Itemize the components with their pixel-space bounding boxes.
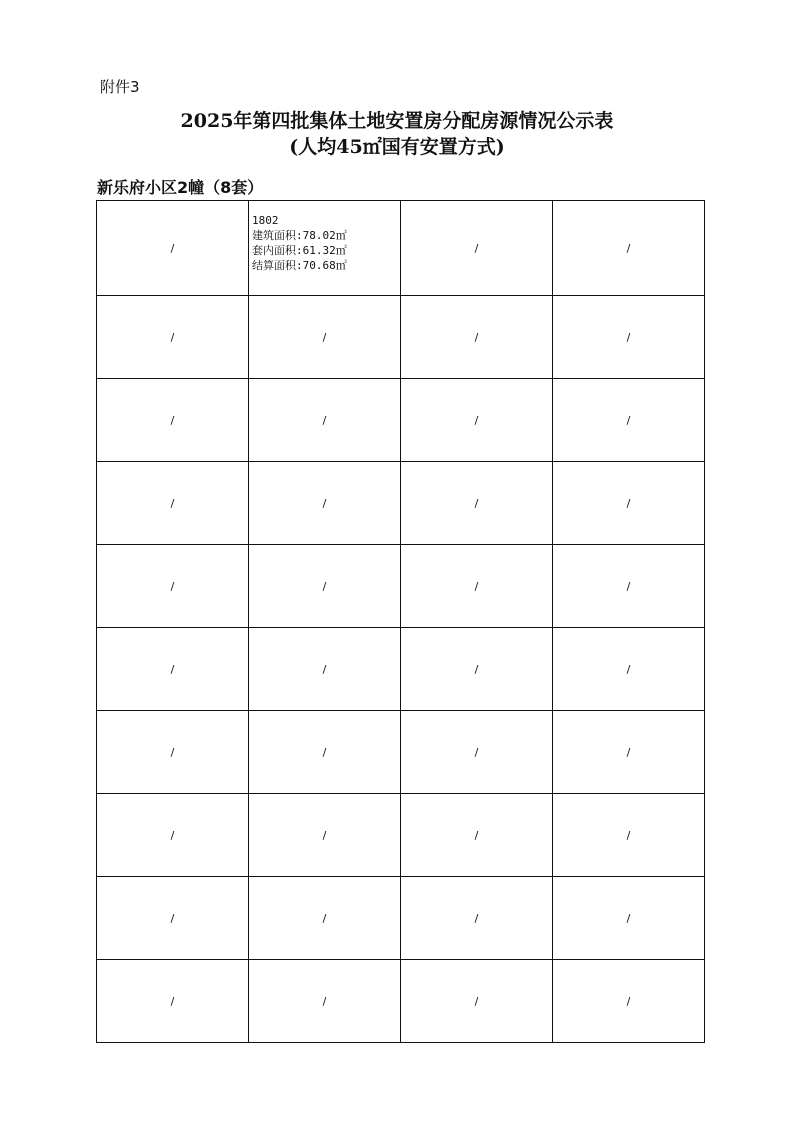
cell-placeholder: /: [474, 241, 479, 255]
cell-placeholder: /: [474, 828, 479, 842]
empty-cell: [97, 794, 249, 877]
empty-cell: [249, 379, 401, 462]
empty-cell: [553, 794, 705, 877]
table-row: [97, 201, 705, 296]
empty-cell: [97, 462, 249, 545]
cell-placeholder: /: [322, 911, 327, 925]
empty-cell: [553, 296, 705, 379]
cell-placeholder: /: [170, 828, 175, 842]
empty-cell: [401, 462, 553, 545]
cell-placeholder: /: [170, 911, 175, 925]
empty-cell: [401, 379, 553, 462]
building-section-title: 新乐府小区2幢（8套）: [97, 178, 264, 197]
empty-cell: [97, 877, 249, 960]
table-row: [97, 877, 705, 960]
cell-placeholder: /: [322, 662, 327, 676]
empty-cell: [97, 960, 249, 1043]
cell-placeholder: /: [474, 994, 479, 1008]
empty-cell: [249, 877, 401, 960]
page-title: 2025年第四批集体土地安置房分配房源情况公示表: [180, 110, 614, 132]
empty-cell: [553, 711, 705, 794]
empty-cell: [553, 201, 705, 296]
cell-placeholder: /: [626, 413, 631, 427]
empty-cell: [553, 628, 705, 711]
cell-placeholder: /: [170, 241, 175, 255]
table-row: [97, 711, 705, 794]
cell-placeholder: /: [626, 911, 631, 925]
empty-cell: [249, 960, 401, 1043]
cell-placeholder: /: [474, 745, 479, 759]
empty-cell: [401, 628, 553, 711]
empty-cell: [249, 711, 401, 794]
table-body: [97, 201, 705, 1043]
cell-placeholder: /: [474, 496, 479, 510]
unit-cell: [249, 201, 401, 296]
empty-cell: [97, 628, 249, 711]
cell-placeholder: /: [626, 330, 631, 344]
table-row: [97, 794, 705, 877]
cell-placeholder: /: [322, 413, 327, 427]
empty-cell: [401, 201, 553, 296]
cell-placeholder: /: [626, 579, 631, 593]
cell-placeholder: /: [322, 579, 327, 593]
table-row: [97, 628, 705, 711]
empty-cell: [401, 960, 553, 1043]
empty-cell: [401, 296, 553, 379]
table-row: [97, 379, 705, 462]
cell-placeholder: /: [170, 994, 175, 1008]
cell-placeholder: /: [322, 330, 327, 344]
cell-placeholder: /: [626, 745, 631, 759]
unit-area-line: 结算面积:70.68㎡: [252, 259, 347, 272]
empty-cell: [97, 711, 249, 794]
cell-placeholder: /: [626, 241, 631, 255]
empty-cell: [401, 711, 553, 794]
cell-placeholder: /: [626, 994, 631, 1008]
cell-placeholder: /: [474, 413, 479, 427]
cell-placeholder: /: [170, 496, 175, 510]
empty-cell: [249, 628, 401, 711]
empty-cell: [249, 462, 401, 545]
unit-number: 1802: [252, 214, 279, 227]
table-row: [97, 545, 705, 628]
housing-allocation-table: [96, 200, 705, 1043]
empty-cell: [553, 379, 705, 462]
empty-cell: [97, 379, 249, 462]
empty-cell: [97, 545, 249, 628]
cell-placeholder: /: [626, 828, 631, 842]
unit-area-line: 套内面积:61.32㎡: [252, 244, 347, 257]
empty-cell: [401, 877, 553, 960]
empty-cell: [97, 296, 249, 379]
cell-placeholder: /: [170, 579, 175, 593]
cell-placeholder: /: [474, 662, 479, 676]
empty-cell: [249, 545, 401, 628]
empty-cell: [553, 545, 705, 628]
empty-cell: [553, 462, 705, 545]
cell-placeholder: /: [626, 496, 631, 510]
empty-cell: [553, 877, 705, 960]
table-row: [97, 960, 705, 1043]
cell-placeholder: /: [170, 745, 175, 759]
empty-cell: [401, 545, 553, 628]
page-subtitle: (人均45㎡国有安置方式): [289, 136, 505, 158]
empty-cell: [401, 794, 553, 877]
empty-cell: [249, 296, 401, 379]
cell-placeholder: /: [626, 662, 631, 676]
cell-placeholder: /: [170, 330, 175, 344]
cell-placeholder: /: [322, 745, 327, 759]
attachment-label: 附件3: [100, 78, 140, 96]
table-row: [97, 296, 705, 379]
empty-cell: [97, 201, 249, 296]
cell-placeholder: /: [474, 330, 479, 344]
cell-placeholder: /: [474, 911, 479, 925]
cell-placeholder: /: [170, 662, 175, 676]
cell-placeholder: /: [322, 994, 327, 1008]
cell-placeholder: /: [322, 496, 327, 510]
empty-cell: [249, 794, 401, 877]
unit-area-line: 建筑面积:78.02㎡: [252, 229, 347, 242]
cell-placeholder: /: [474, 579, 479, 593]
table-row: [97, 462, 705, 545]
empty-cell: [553, 960, 705, 1043]
cell-placeholder: /: [170, 413, 175, 427]
cell-placeholder: /: [322, 828, 327, 842]
